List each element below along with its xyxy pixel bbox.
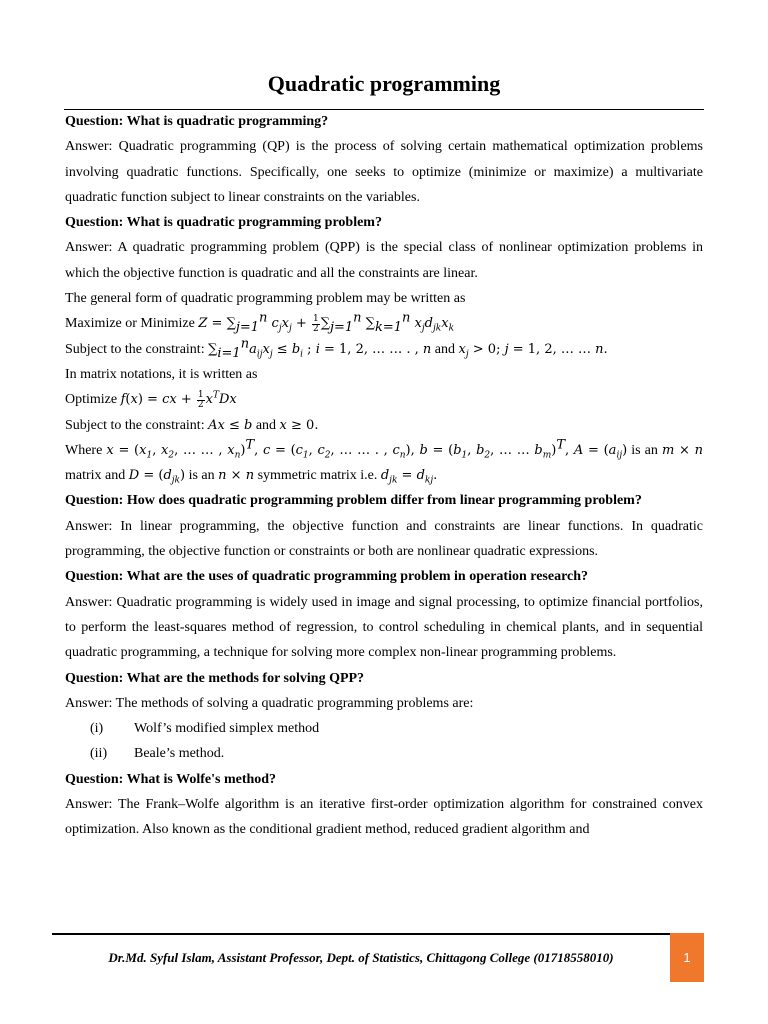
list-item-number: (i) <box>90 721 104 737</box>
list-item-text: Beale’s method. <box>134 746 225 762</box>
optimize-line: Optimize f(x) = cx + $\frac{1}{2}$ $x^TDx$ <box>65 389 237 410</box>
constraint-line: Subject to the constraint: $\sum_{i=1}^na_{ij}x_j \le b_i$ ; i = 1, 2, … … . , n and $x_j > 0$; j = 1, 2, … … n. <box>65 336 608 361</box>
answer-4: Answer: Quadratic programming is widely used in image and signal processing, to optimize financial portfolios, to perform the least-squares method of regression, to control scheduling in chemical plants, and in sequential quadratic programming, a technique for solving more complex non-linear programming problems. <box>65 594 703 661</box>
matrix-intro: In matrix notations, it is written as <box>65 366 258 382</box>
question-3: Question: How does quadratic programming problem differ from linear programming problem? <box>65 493 642 509</box>
optimize-label: Optimize <box>65 392 118 408</box>
list-item <box>65 741 703 766</box>
answer-5: Answer: The methods of solving a quadratic programming problems are: <box>65 695 474 711</box>
question-6: Question: What is Wolfe's method? <box>65 771 277 787</box>
is-an-word-2: is an <box>188 468 215 484</box>
page-number-badge: 1 <box>670 933 704 982</box>
answer-6: Answer: The Frank–Wolfe algorithm is an iterative first-order optimization algorithm for constrained convex optimization. Also known as the conditional gradient method, reduced gradient algorithm and <box>65 797 703 838</box>
constraint-and: and <box>434 341 455 357</box>
where-label: Where <box>65 442 103 458</box>
question-1: Question: What is quadratic programming? <box>65 114 329 129</box>
matrix-and-word: matrix and <box>65 468 126 484</box>
question-2: Question: What is quadratic programming problem? <box>65 215 382 231</box>
where-paragraph: Where $x = (x_1$, $x_2$, … … , $x_n)^T$, $c = (c_1$, $c_2$, … … . , $c_n$), $b = (b_1$, $b_2$, … … $b_m)^T$, $A = (a_{ij})$ is an m × n matrix and $D = (d_{jk})$ is an n × n symmetric matrix i.e. $d_{jk} = d_{kj}$. <box>65 437 703 486</box>
footer-divider <box>52 933 670 935</box>
matrix-constraint-line: Subject to the constraint: Ax ≤ b and x ≥ 0. <box>65 417 319 433</box>
answer-1: Answer: Quadratic programming (QP) is the process of solving certain mathematical optimization problems involving quadratic functions. Specifically, one seeks to optimize (minimize or maximize) a multivariate quadratic function subject to linear constraints on the variables. <box>65 139 703 205</box>
symmetric-text: symmetric matrix i.e. <box>257 468 378 484</box>
page-title: Quadratic programming <box>267 71 501 96</box>
question-4: Question: What are the uses of quadratic programming problem in operation research? <box>65 569 589 585</box>
maximize-label: Maximize or Minimize <box>65 316 195 332</box>
answer-3: Answer: In linear programming, the objective function and constraints are linear functions. In quadratic programming, the objective function or constraints or both are nonlinear quadratic expressions. <box>65 518 703 560</box>
general-form-intro: The general form of quadratic programming problem may be written as <box>65 291 466 307</box>
constraint-and-2: and <box>255 417 277 433</box>
list-item-number: (ii) <box>90 746 108 762</box>
footer-author: Dr.Md. Syful Islam, Assistant Professor, Dept. of Statistics, Chittagong College (01718558010) <box>108 950 614 965</box>
constraint-label-2: Subject to the constraint: <box>65 417 205 433</box>
question-5: Question: What are the methods for solving QPP? <box>65 670 365 686</box>
list-item <box>65 716 703 741</box>
document-body <box>65 109 703 843</box>
list-item-text: Wolf’s modified simplex method <box>134 721 320 737</box>
answer-2: Answer: A quadratic programming problem (QPP) is the special class of nonlinear optimization problems in which the objective function is quadratic and all the constraints are linear. <box>65 240 703 281</box>
objective-line: Maximize or Minimize $Z = \sum_{j=1}^n$ $c_jx_j$ + $\frac{1}{2}$ $\sum_{j=1}^n$ $\sum_{k=1}^n$ $x_jd_{jk}x_k$ <box>65 310 455 336</box>
constraint-label: Subject to the constraint: <box>65 341 205 357</box>
objective-formula: Z <box>198 316 208 332</box>
is-an-word: is an <box>631 442 658 458</box>
